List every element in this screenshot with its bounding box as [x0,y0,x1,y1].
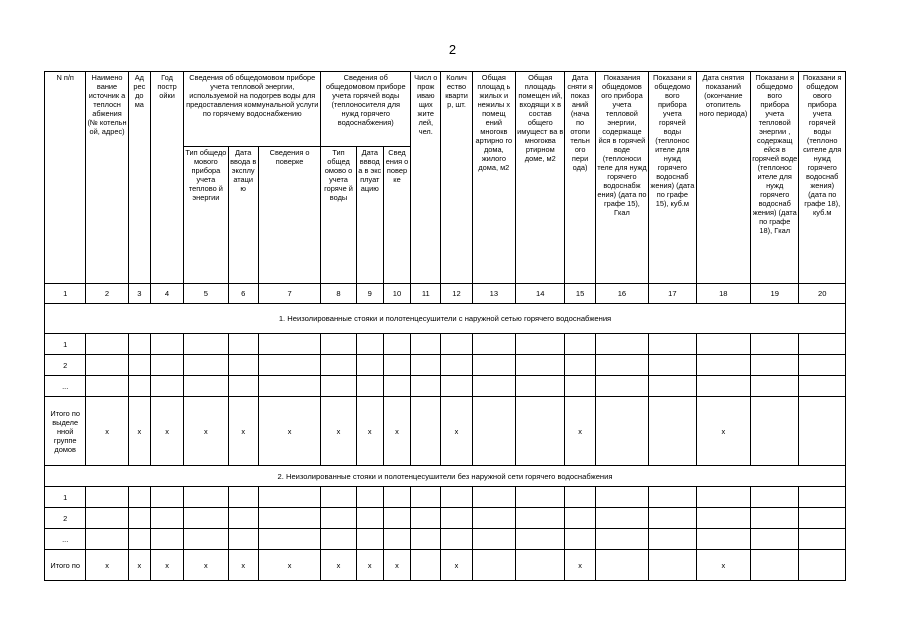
column-number: 19 [751,284,799,304]
x-mark: x [150,550,183,581]
column-number: 4 [150,284,183,304]
header-cell: Показани я общедомо вого прибора учета горячей воды (теплонос ителе для нужд горячего водоснаб жения) (дата по графе 15), куб.м [649,72,696,284]
x-mark: x [565,397,595,466]
x-mark: x [228,397,258,466]
header-cell: Колич ество кварти р, шт. [441,72,472,284]
x-mark: x [228,550,258,581]
header-cell: Общая площадь помещен ий, входящи х в состав общего имущест ва в многоква ртирном доме, м2 [516,72,565,284]
x-mark: x [184,550,228,581]
x-mark: x [441,550,472,581]
total-row [45,550,846,581]
table-row [45,376,846,397]
x-mark: x [383,550,410,581]
header-cell: Наимено вание источник а теплосн абжения (№ котельн ой, адрес) [86,72,128,284]
row-number: ... [45,376,86,397]
x-mark: x [128,397,150,466]
section-title-row [45,304,846,334]
header-cell: Дата вввод а в экс плуат ацию [356,147,383,284]
column-number: 3 [128,284,150,304]
table-row [45,529,846,550]
x-mark: x [383,397,410,466]
header-cell: Числ о прож иваю щих жите лей, чел. [411,72,441,284]
header-cell: Тип общед омово о учета горяче й воды [321,147,356,284]
x-mark: x [128,550,150,581]
column-number: 10 [383,284,410,304]
x-mark: x [696,397,750,466]
total-label: Итого по выделе нной группе домов [45,397,86,466]
header-cell: Тип общедо мового прибора учета теплово й энергии [184,147,228,284]
x-mark: x [86,397,128,466]
x-mark: x [356,397,383,466]
row-number: 1 [45,334,86,355]
meter-readings-table [44,71,846,581]
header-cell: Общая площад ь жилых и нежилы х помещ ений многокв артирно го дома, жилого дома, м2 [472,72,515,284]
section-title-row [45,466,846,487]
table-row [45,487,846,508]
header-cell: Показания общедомов ого прибора учета тепловой энергии, содержаще йся в горячей воде (теплоноси теле для нужд горячего водоснабж ения) (дата по графе 15), Гкал [595,72,648,284]
header-cell: Дата снятия показаний (окончание отопитель ного периода) [696,72,750,284]
x-mark: x [321,397,356,466]
row-number: ... [45,529,86,550]
x-mark: x [565,550,595,581]
x-mark: x [356,550,383,581]
section-1-title: 1. Неизолированные стояки и полотенцесушители с наружной сетью горячего водоснабжения [45,304,846,334]
x-mark: x [258,397,321,466]
column-number: 7 [258,284,321,304]
header-cell: Свед ения о повер ке [383,147,410,284]
table-row [45,334,846,355]
total-label: Итого по [45,550,86,581]
header-cell: Дата сняти я показ аний (нача по отопи тельн ого пери ода) [565,72,595,284]
section-2-title: 2. Неизолированные стояки и полотенцесушители без наружной сети горячего водоснабжения [45,466,846,487]
x-mark: x [696,550,750,581]
header-cell: Сведения о поверке [258,147,321,284]
column-number: 11 [411,284,441,304]
header-group-heat-meter: Сведения об общедомовом приборе учета тепловой энергии, используемой на подогрев воды для предоставления коммунальной услуги по горячему водоснабжению [184,72,321,147]
x-mark: x [86,550,128,581]
column-number: 17 [649,284,696,304]
column-number: 14 [516,284,565,304]
column-number-row [45,284,846,304]
column-number: 20 [799,284,846,304]
column-number: 18 [696,284,750,304]
header-cell: Показани я общедомо вого прибора учета тепловой энергии , содержащ ейся в горячей воде (теплонос ителе для нужд горячего водоснаб жения) (дата по графе 18), Гкал [751,72,799,284]
header-cell: N п/п [45,72,86,284]
header-row [45,72,846,147]
column-number: 5 [184,284,228,304]
column-number: 12 [441,284,472,304]
header-cell: Показани я общедом ового прибора учета горячей воды (теплоно сителе для нужд горячего водоснаб жения) (дата по графе 18), куб.м [799,72,846,284]
column-number: 16 [595,284,648,304]
column-number: 8 [321,284,356,304]
x-mark: x [321,550,356,581]
x-mark: x [258,550,321,581]
row-number: 2 [45,508,86,529]
table-row [45,355,846,376]
column-number: 15 [565,284,595,304]
header-cell: Год постр ойки [150,72,183,284]
row-number: 2 [45,355,86,376]
total-row [45,397,846,466]
row-number: 1 [45,487,86,508]
column-number: 6 [228,284,258,304]
column-number: 1 [45,284,86,304]
page-number: 2 [448,42,457,57]
header-cell: Ад рес до ма [128,72,150,284]
table-row [45,508,846,529]
header-cell: Дата ввода в эксплу атаци ю [228,147,258,284]
column-number: 2 [86,284,128,304]
x-mark: x [150,397,183,466]
x-mark: x [441,397,472,466]
column-number: 13 [472,284,515,304]
column-number: 9 [356,284,383,304]
header-group-water-meter: Сведения об общедомовом приборе учета горячей воды (теплоносителя для нужд горячего водоснабжения) [321,72,411,147]
x-mark: x [184,397,228,466]
